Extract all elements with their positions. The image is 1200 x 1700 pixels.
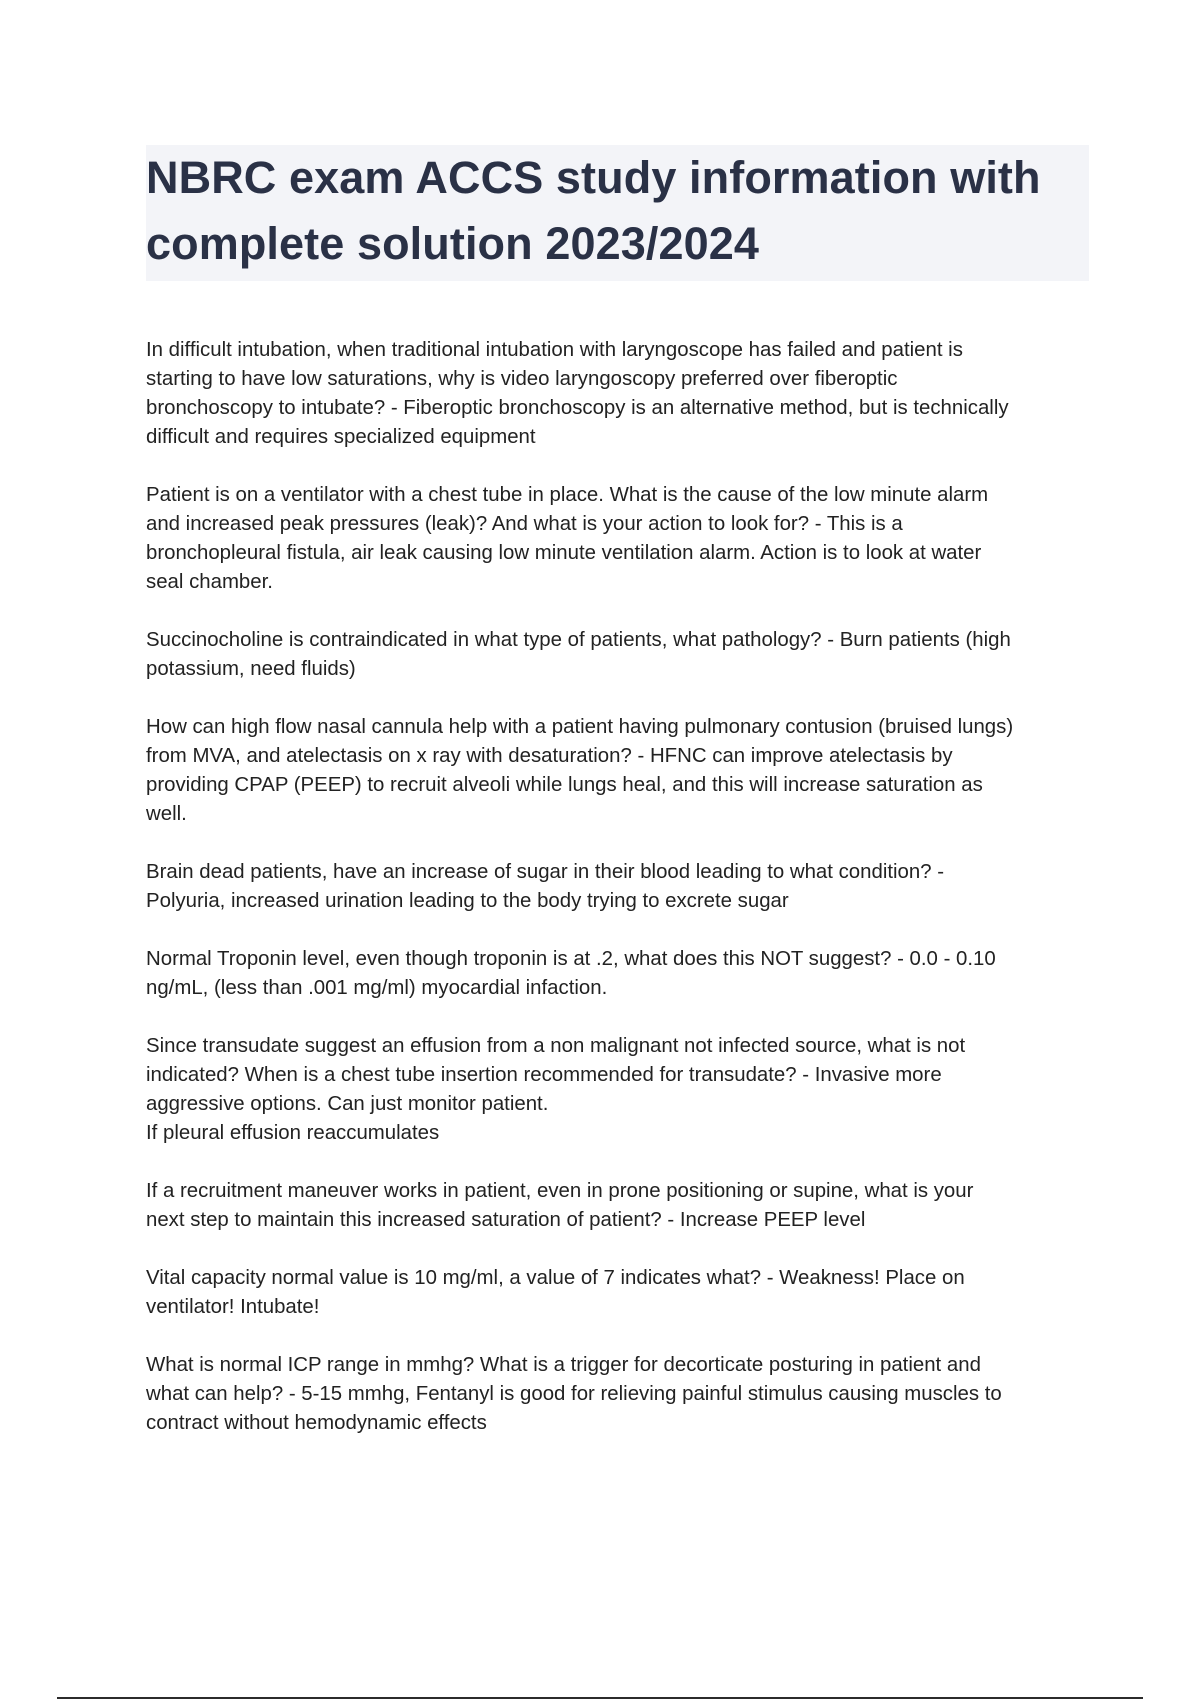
qa-line: Brain dead patients, have an increase of sugar in their blood leading to what condition? -	[146, 861, 945, 883]
qa-line: starting to have low saturations, why is video laryngoscopy preferred over fiberoptic	[146, 368, 898, 390]
qa-line: Normal Troponin level, even though troponin is at .2, what does this NOT suggest? - 0.0 - 0.10	[146, 948, 996, 970]
qa-line: Polyuria, increased urination leading to the body trying to excrete sugar	[146, 890, 789, 912]
qa-line: How can high flow nasal cannula help with a patient having pulmonary contusion (bruised lungs)	[146, 716, 1014, 738]
qa-line: Since transudate suggest an effusion from a non malignant not infected source, what is not	[146, 1035, 966, 1057]
qa-line: bronchoscopy to intubate? - Fiberoptic bronchoscopy is an alternative method, but is technically	[146, 397, 1009, 419]
qa-line: aggressive options. Can just monitor patient.	[146, 1093, 549, 1115]
qa-line: ventilator! Intubate!	[146, 1296, 320, 1318]
qa-entry	[146, 1177, 1091, 1235]
qa-entry	[146, 945, 1091, 1003]
qa-line: what can help? - 5-15 mmhg, Fentanyl is good for relieving painful stimulus causing muscles to	[146, 1383, 1002, 1405]
title-block	[146, 145, 1089, 281]
qa-entry	[146, 336, 1091, 452]
qa-line: contract without hemodynamic effects	[146, 1412, 487, 1434]
qa-line: next step to maintain this increased saturation of patient? - Increase PEEP level	[146, 1209, 866, 1231]
qa-line: from MVA, and atelectasis on x ray with desaturation? - HFNC can improve atelectasis by	[146, 745, 953, 767]
qa-line: potassium, need fluids)	[146, 658, 356, 680]
qa-line: What is normal ICP range in mmhg? What is a trigger for decorticate posturing in patient and	[146, 1354, 981, 1376]
qa-line: difficult and requires specialized equipment	[146, 426, 536, 448]
qa-entry	[146, 481, 1091, 597]
qa-line: providing CPAP (PEEP) to recruit alveoli while lungs heal, and this will increase saturation as	[146, 774, 983, 796]
qa-line: Succinocholine is contraindicated in what type of patients, what pathology? - Burn patients (high	[146, 629, 1011, 651]
qa-line: and increased peak pressures (leak)? And what is your action to look for? - This is a	[146, 513, 903, 535]
qa-entry	[146, 858, 1091, 916]
qa-entry	[146, 713, 1091, 829]
qa-entry	[146, 1264, 1091, 1322]
qa-line: Patient is on a ventilator with a chest tube in place. What is the cause of the low minute alarm	[146, 484, 989, 506]
qa-line: well.	[146, 803, 187, 825]
qa-entry	[146, 1351, 1091, 1438]
qa-line: seal chamber.	[146, 571, 273, 593]
qa-line: Vital capacity normal value is 10 mg/ml, a value of 7 indicates what? - Weakness! Place on	[146, 1267, 965, 1289]
document-title: NBRC exam ACCS study information with complete solution 2023/2024	[146, 152, 1041, 269]
footer-divider	[57, 1697, 1143, 1699]
qa-line: If a recruitment maneuver works in patient, even in prone positioning or supine, what is your	[146, 1180, 974, 1202]
qa-line: bronchopleural fistula, air leak causing low minute ventilation alarm. Action is to look at water	[146, 542, 982, 564]
qa-line: In difficult intubation, when traditional intubation with laryngoscope has failed and patient is	[146, 339, 963, 361]
qa-line: If pleural effusion reaccumulates	[146, 1122, 440, 1144]
qa-list	[146, 336, 1091, 1467]
qa-line: indicated? When is a chest tube insertion recommended for transudate? - Invasive more	[146, 1064, 942, 1086]
qa-line: ng/mL, (less than .001 mg/ml) myocardial infaction.	[146, 977, 608, 999]
qa-entry	[146, 626, 1091, 684]
qa-entry	[146, 1032, 1091, 1148]
